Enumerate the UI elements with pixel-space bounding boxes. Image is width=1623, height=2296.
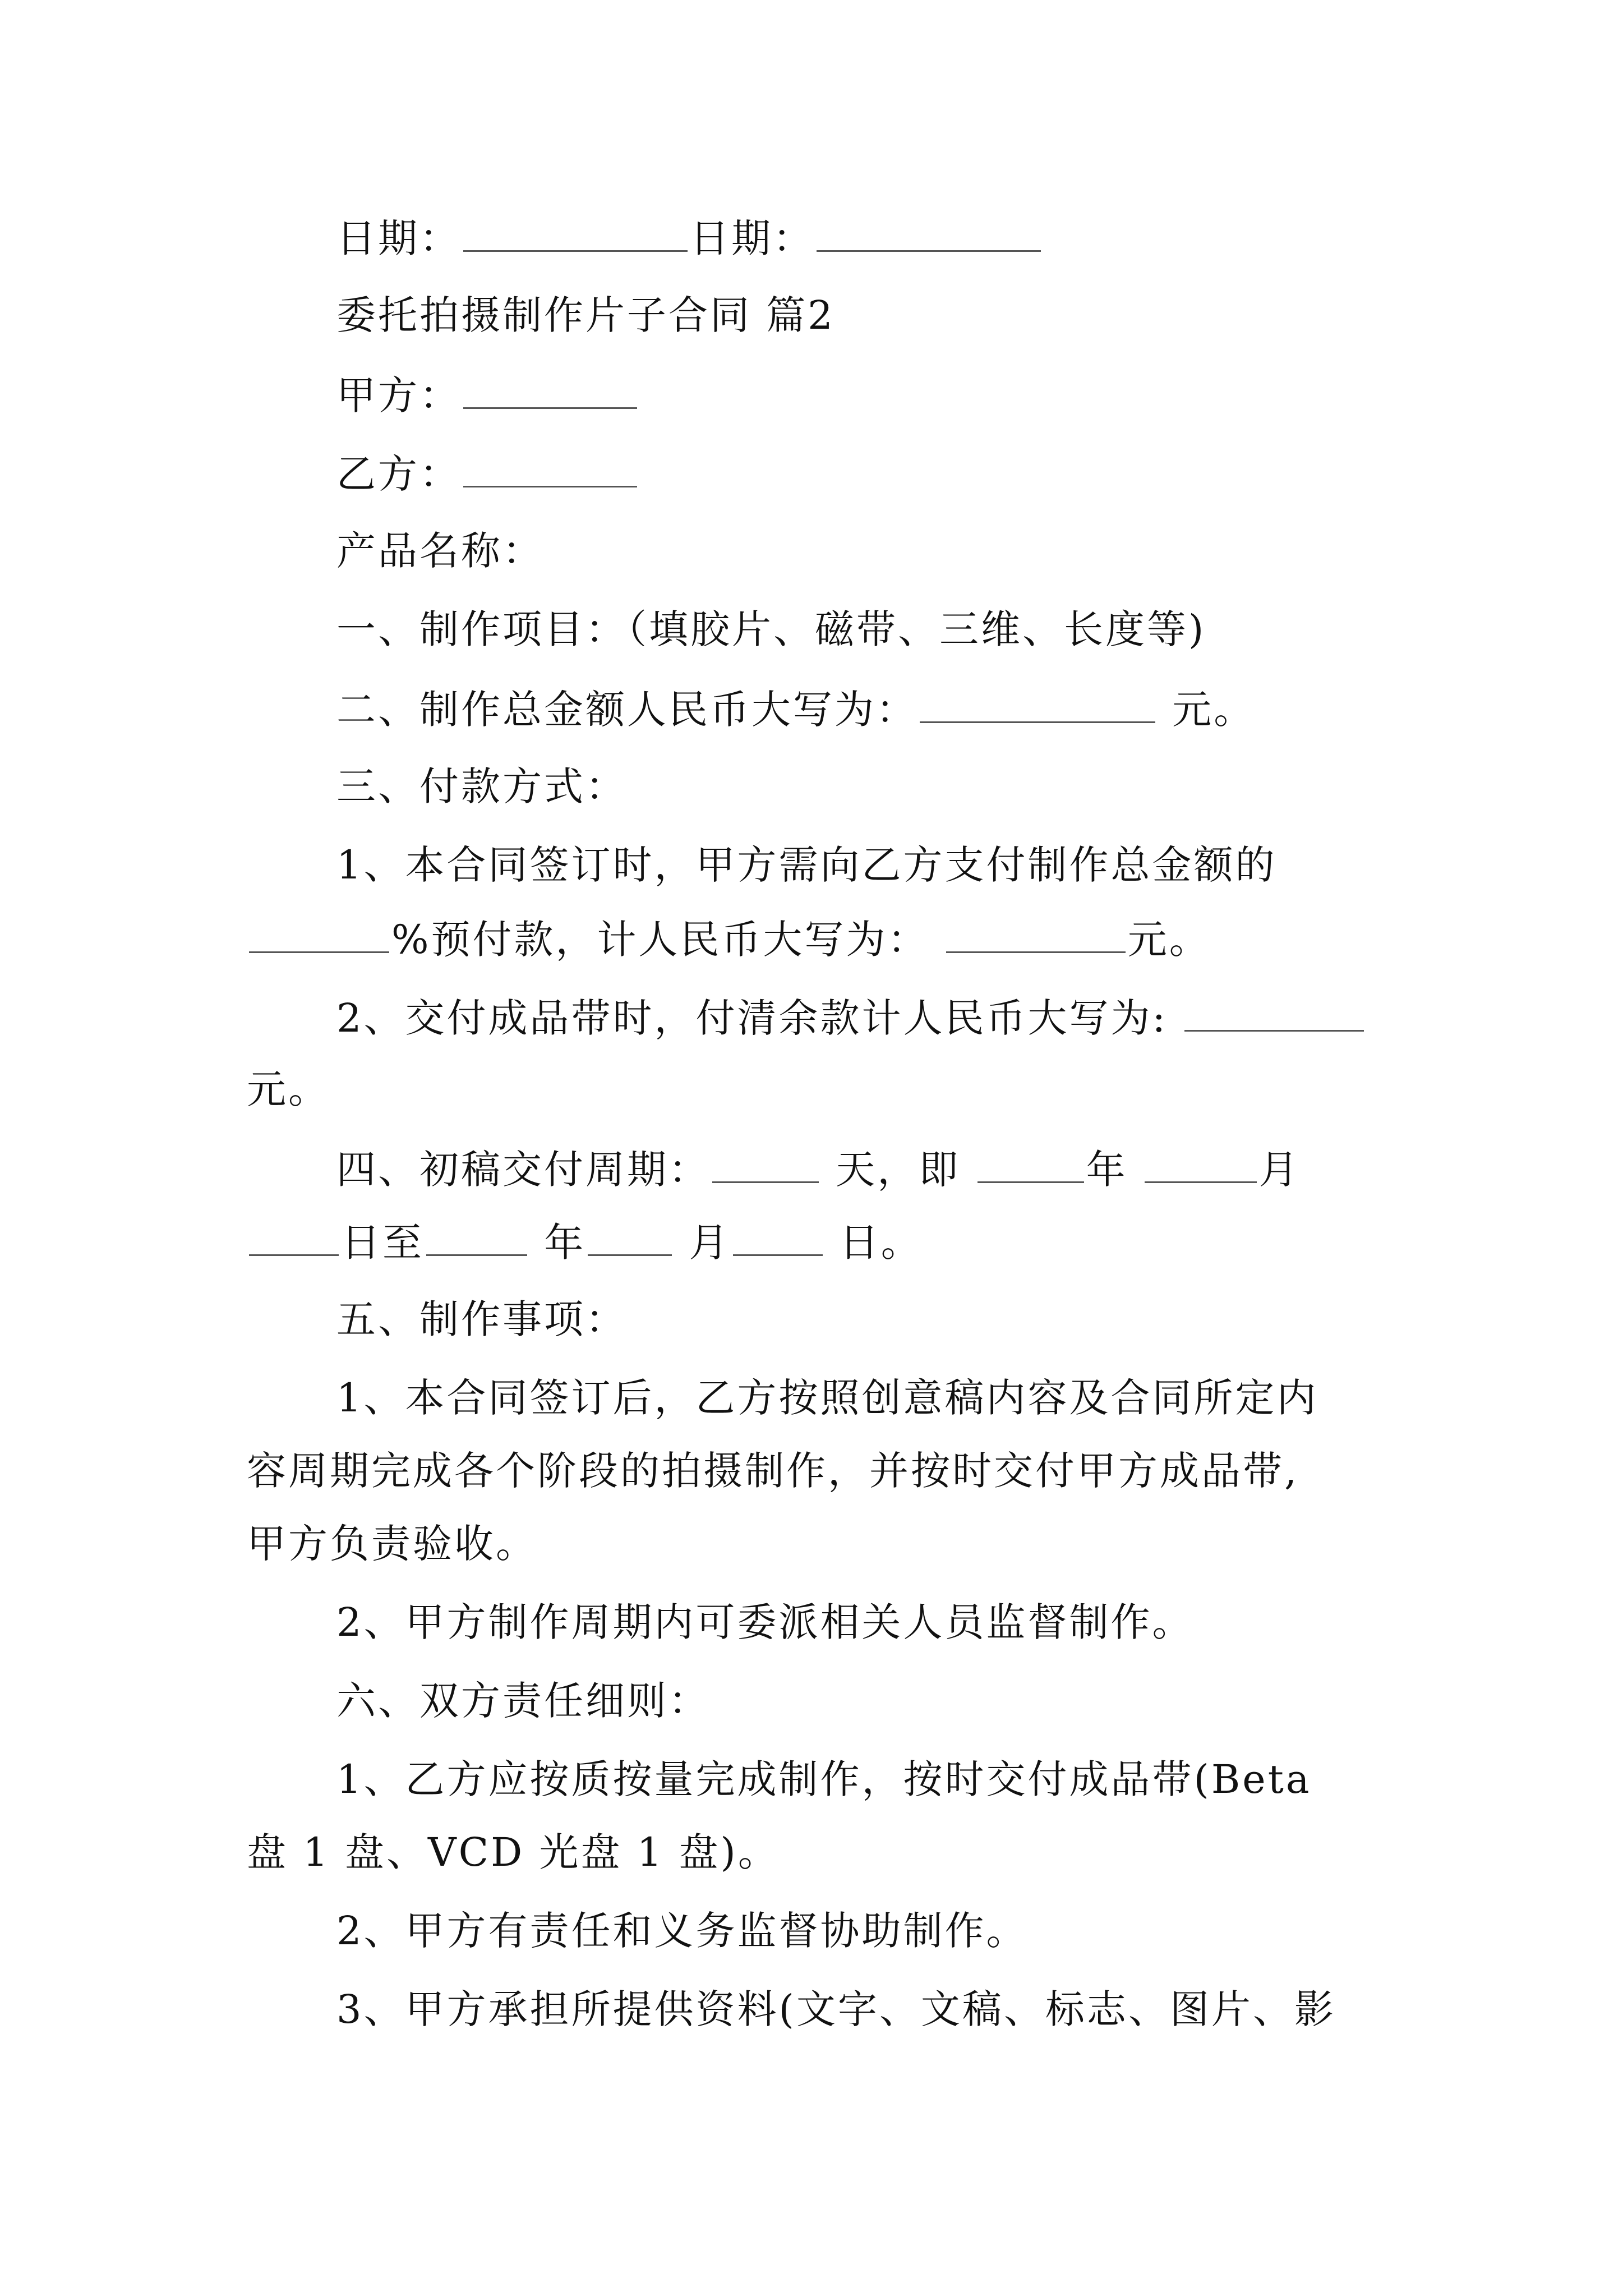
- end-year-blank: [426, 1213, 527, 1256]
- prepay-percent-blank: [249, 910, 389, 953]
- signature-date-line: [336, 209, 1481, 266]
- matter-1-line-a: 1、本合同签订后，乙方按照创意稿内容及合同所定内: [336, 1375, 1318, 1421]
- date-blank-a: [463, 209, 688, 252]
- start-month-unit: 月: [1258, 1147, 1301, 1193]
- end-year-unit: 年: [544, 1220, 586, 1266]
- payment-2-line-b: 元。: [247, 1066, 330, 1112]
- clause-4-draft-period-line-a: [336, 1140, 1481, 1198]
- draft-period-label: 四、初稿交付周期：: [336, 1147, 710, 1193]
- draft-days-blank: [712, 1140, 819, 1183]
- duty-1-line-a: 1、乙方应按质按量完成制作，按时交付成品带(Beta: [336, 1756, 1312, 1802]
- clause-2-total-amount: [336, 680, 1481, 738]
- date-blank-b: [817, 209, 1041, 252]
- duty-2-line: 2、甲方有责任和义务监督协助制作。: [336, 1908, 1028, 1954]
- end-day-blank: [733, 1213, 823, 1256]
- party-b-blank: [463, 444, 637, 487]
- total-amount-label: 二、制作总金额人民币大写为：: [336, 687, 917, 733]
- matter-1-line-b: 容周期完成各个阶段的拍摄制作，并按时交付甲方成品带,: [247, 1448, 1299, 1494]
- payment-1-line-b: [247, 910, 1391, 968]
- clause-6-responsibilities: 六、双方责任细则：: [336, 1678, 710, 1724]
- product-name-line: 产品名称：: [336, 528, 544, 574]
- prepay-label: %预付款，计人民币大写为：: [391, 917, 929, 963]
- end-month-blank: [588, 1213, 672, 1256]
- start-day-unit: 日至: [341, 1220, 424, 1266]
- clause-5-production-matters: 五、制作事项：: [336, 1296, 627, 1342]
- start-month-blank: [1145, 1140, 1257, 1183]
- prepay-amount-blank: [946, 910, 1126, 953]
- start-year-unit: 年: [1086, 1147, 1128, 1193]
- party-b-line: [336, 444, 1481, 502]
- party-b-label: 乙方：: [336, 451, 461, 497]
- contract-title: 委托拍摄制作片子合同 篇2: [336, 292, 835, 338]
- date-label-a: 日期：: [336, 215, 461, 261]
- payment-1-line-a: 1、本合同签订时，甲方需向乙方支付制作总金额的: [336, 842, 1277, 888]
- party-a-label: 甲方：: [336, 372, 461, 418]
- duty-3-line: 3、甲方承担所提供资料(文字、文稿、标志、图片、影: [336, 1986, 1336, 2032]
- end-day-unit: 日。: [839, 1220, 923, 1266]
- matter-2-line: 2、甲方制作周期内可委派相关人员监督制作。: [336, 1599, 1194, 1645]
- clause-3-payment-method: 三、付款方式：: [336, 763, 627, 809]
- clause-4-draft-period-line-b: [247, 1213, 1391, 1271]
- matter-1-line-c: 甲方负责验收。: [247, 1521, 537, 1567]
- total-amount-unit: 元。: [1172, 687, 1256, 733]
- draft-days-unit: 天，即: [836, 1147, 961, 1193]
- end-month-unit: 月: [689, 1220, 731, 1266]
- clause-1-production-items: 一、制作项目：（填胶片、磁带、三维、长度等): [336, 606, 1206, 652]
- date-label-b: 日期：: [690, 215, 814, 261]
- start-day-blank: [249, 1213, 339, 1256]
- party-a-blank: [463, 366, 637, 409]
- balance-label: 2、交付成品带时，付清余款计人民币大写为:: [336, 995, 1168, 1041]
- start-year-blank: [978, 1140, 1084, 1183]
- duty-1-line-b: 盘 1 盘、VCD 光盘 1 盘)。: [247, 1829, 780, 1875]
- prepay-unit: 元。: [1127, 917, 1211, 963]
- payment-2-line-a: [336, 988, 1481, 1046]
- party-a-line: [336, 366, 1481, 424]
- total-amount-blank: [920, 680, 1155, 723]
- balance-amount-blank: [1184, 988, 1364, 1032]
